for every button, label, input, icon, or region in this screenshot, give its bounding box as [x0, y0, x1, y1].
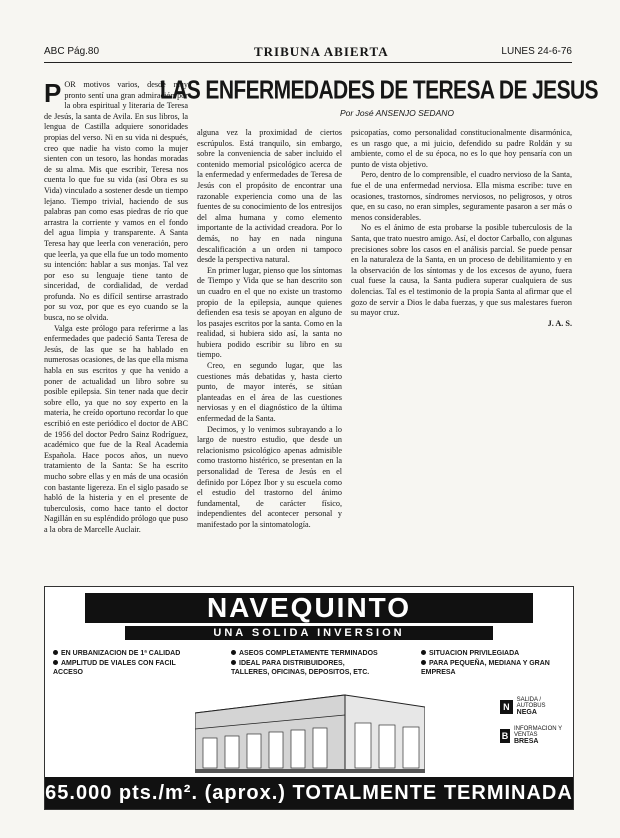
section-title: TRIBUNA ABIERTA — [254, 44, 389, 59]
feature-item: EN URBANIZACION DE 1ª CALIDAD — [53, 649, 203, 658]
contact-item — [500, 726, 566, 745]
issue-date: LUNES 24-6-76 — [501, 46, 572, 57]
contact-name: NEGA — [516, 709, 537, 716]
ad-right-features — [421, 649, 567, 678]
paragraph: Valga este prólogo para referirme a las enfermedades que padeció Santa Teresa de Jesús, de las que se ha hablado en numerosas ocasiones, de las que ella misma habla en sus escritos y que ha venido a poner de actualidad un libro sobre su posible epilepsia. Sin tener nada que decir sobre ello, ya que no soy experto en la materia, he creído oportuno recordar lo que escribió en este periódico el doctor de ABC de 1956 del doctor Pedro Sainz Rodríguez, académico que fue de la Real Academia Española. Hace pocos años, un nuevo tratamiento de la Santa: Se ha escrito mucho sobre ellas y en más de una ocasión con bastante ligereza. En el siglo pasado se habló de la histeria y en el presente de tuberculosis, como hace tanto el doctor Nagillán en su espléndido prólogo que puso a la obra de Marcelle Auclair. — [44, 323, 188, 534]
feature-item: ASEOS COMPLETAMENTE TERMINADOS — [231, 649, 381, 658]
paragraph: Creo, en segundo lugar, que las cuestiones más debatidas y, hasta cierto punto, de mayor interés, se sitúan planteadas en el área de las cuestiones nerviosas y en el diagnóstico de la última enfermedad de la Santa. — [197, 361, 342, 424]
paragraph: Pero, dentro de lo comprensible, el cuadro nervioso de la Santa, fue el de una enfermedad nerviosa. Ella misma escribe: tuve en ocasiones, trastornos, síndromes nerviosos, no peligrosos, y otros que, en su caso, no eran simples, seguramente pasaron a ser más o menos considerables. — [351, 170, 572, 222]
ad-left-features — [53, 649, 203, 678]
bullet-icon — [53, 650, 58, 655]
paragraph: alguna vez la proximidad de ciertos escrúpulos. Está tranquilo, sin embargo, sobre la conveniencia de saber incluido el contenido memorial psicológico acerca de la enfermedad y enfermedades de Teresa de Jesús con el propósito de encontrar una razonable experiencia como una de las fuentes de su conocimiento de los entresijos del alma humana y como elemento importante de la actividad creadora. Por lo demás, no hay en nada ninguna descalificación a un orden ni tampoco desde la perspectiva natural. — [197, 128, 342, 265]
bullet-icon — [231, 660, 236, 665]
article-signature: J. A. S. — [547, 318, 572, 328]
header-rule — [44, 62, 572, 63]
page-header — [44, 44, 572, 60]
feature-item: IDEAL PARA DISTRIBUIDORES, TALLERES, OFICINAS, DEPOSITOS, ETC. — [231, 660, 370, 676]
ad-price-banner: 65.000 pts./m². (aprox.) TOTALMENTE TERMINADA — [45, 777, 573, 809]
drop-cap: P — [44, 80, 62, 108]
paragraph: OR motivos varios, desde muy pronto sentí una gran admiración por la obra espiritual y literaria de Teresa de Jesús, la santa de Avila. En sus libros, la lengua de Castilla adquiere sonoridades propias del verso. Ni en su vida ni después, creo que nadie ha visto como la mujer sienten con un tesoro, las hondas moradas de su alma. Mis que escribir, Teresa nos cuenta lo que fue su vida (así Obra es su Vida) vinculado a sostener desde un tiempo lejano. Tiempo trivial, haciendo de sus palabras pan como esas piedras de río que arrastra la corriente y vamos en el fondo del agua limpia y transparente. A Santa Teresa hay que leerla con veneración, pero que leerla, ya que ella fue un todo momento su intención: hablar a sus monjas. Tal vez por eso su lenguaje tiene tanto de sinceridad, de cordialidad, de verdad profunda. No es difícil sentirse arrastrado por su voz, por que es eyo cuando se la busca, no se olvida. — [44, 80, 188, 323]
paragraph: psicopatías, como personalidad constitucionalmente disarmónica, es un rasgo que, a mi juicio, defendido su padre Roldán y su ambiente, como el de su época, no es lo que hoy pensaría con un punto de vista objetivo. — [351, 128, 572, 169]
contact-label: SALIDA / AUTOBUS — [516, 697, 546, 709]
article-headline: LAS ENFERMEDADES DE TERESA DE JESUS — [160, 76, 598, 105]
bullet-icon — [421, 660, 426, 665]
ad-center-features — [231, 649, 381, 678]
paragraph: Decimos, y lo venimos subrayando a lo largo de nuestro estudio, que desde un relacionismo psicológico apenas admisible como trastorno histérico, se presentan en la personalidad de Teresa de Jesús en el definido por López Ibor y su escuela como el estudio del trastorno del ánimo fundamental, de carácter físico, independientes del acontecer personal y manifestado por la sintomatología. — [197, 424, 342, 529]
paragraph: En primer lugar, pienso que los síntomas de Tiempo y Vida que se han descrito son un cuadro en el que no existe un trastorno propio de la epilepsia, aunque quienes defienden esa tesis se apoyan en alguno de los pasajes escritos por la santa. Como en la realidad, si hubiera sido así, la santa no hubiera podido escribir su libro en su tiempo. — [197, 265, 342, 360]
ad-brand: NAVEQUINTO — [85, 593, 533, 623]
ad-contacts — [500, 697, 566, 755]
bullet-icon — [53, 660, 58, 665]
paragraph: No es el ánimo de esta probarse la posible tuberculosis de la Santa, que trato nuestro amigo. Así, el doctor Carballo, con algunas precisiones sobre los casos en el análisis parcial. Se puede pensar en la naturaleza de la Santa, en un proceso de debilitamiento y en la observación de los síntomas y de los excesos de ayuno, fuera cual fuese la causa, la Santa pudiera superar cualquiera de sus dolencias. Tal es el testimonio de la propia Santa al afirmar que el gozo de servir a Dios le daba fuerzas, y que sus malestares fueron su mayor cruz. — [351, 223, 572, 318]
feature-item: AMPLITUD DE VIALES CON FACIL ACCESO — [53, 660, 176, 676]
contact-logo: N — [500, 700, 513, 714]
article-column-3 — [351, 128, 572, 574]
bullet-icon — [421, 650, 426, 655]
section-page-label: ABC Pág.80 — [44, 46, 100, 57]
advertisement — [44, 586, 574, 810]
feature-item: SITUACION PRIVILEGIADA — [421, 649, 567, 658]
contact-logo: B — [501, 730, 509, 741]
article-byline: Por José ANSENJO SEDANO — [340, 108, 454, 118]
bullet-icon — [231, 650, 236, 655]
article-column-1 — [44, 80, 188, 573]
feature-item: PARA PEQUEÑA, MEDIANA Y GRAN EMPRESA — [421, 660, 550, 676]
contact-item — [500, 697, 566, 716]
warehouse-illustration — [195, 683, 425, 775]
article-column-2 — [197, 128, 342, 574]
contact-name: BRESA — [513, 738, 539, 745]
ad-tagline: UNA SOLIDA INVERSION — [125, 626, 493, 640]
contact-label: INFORMACION Y VENTAS — [513, 726, 563, 738]
